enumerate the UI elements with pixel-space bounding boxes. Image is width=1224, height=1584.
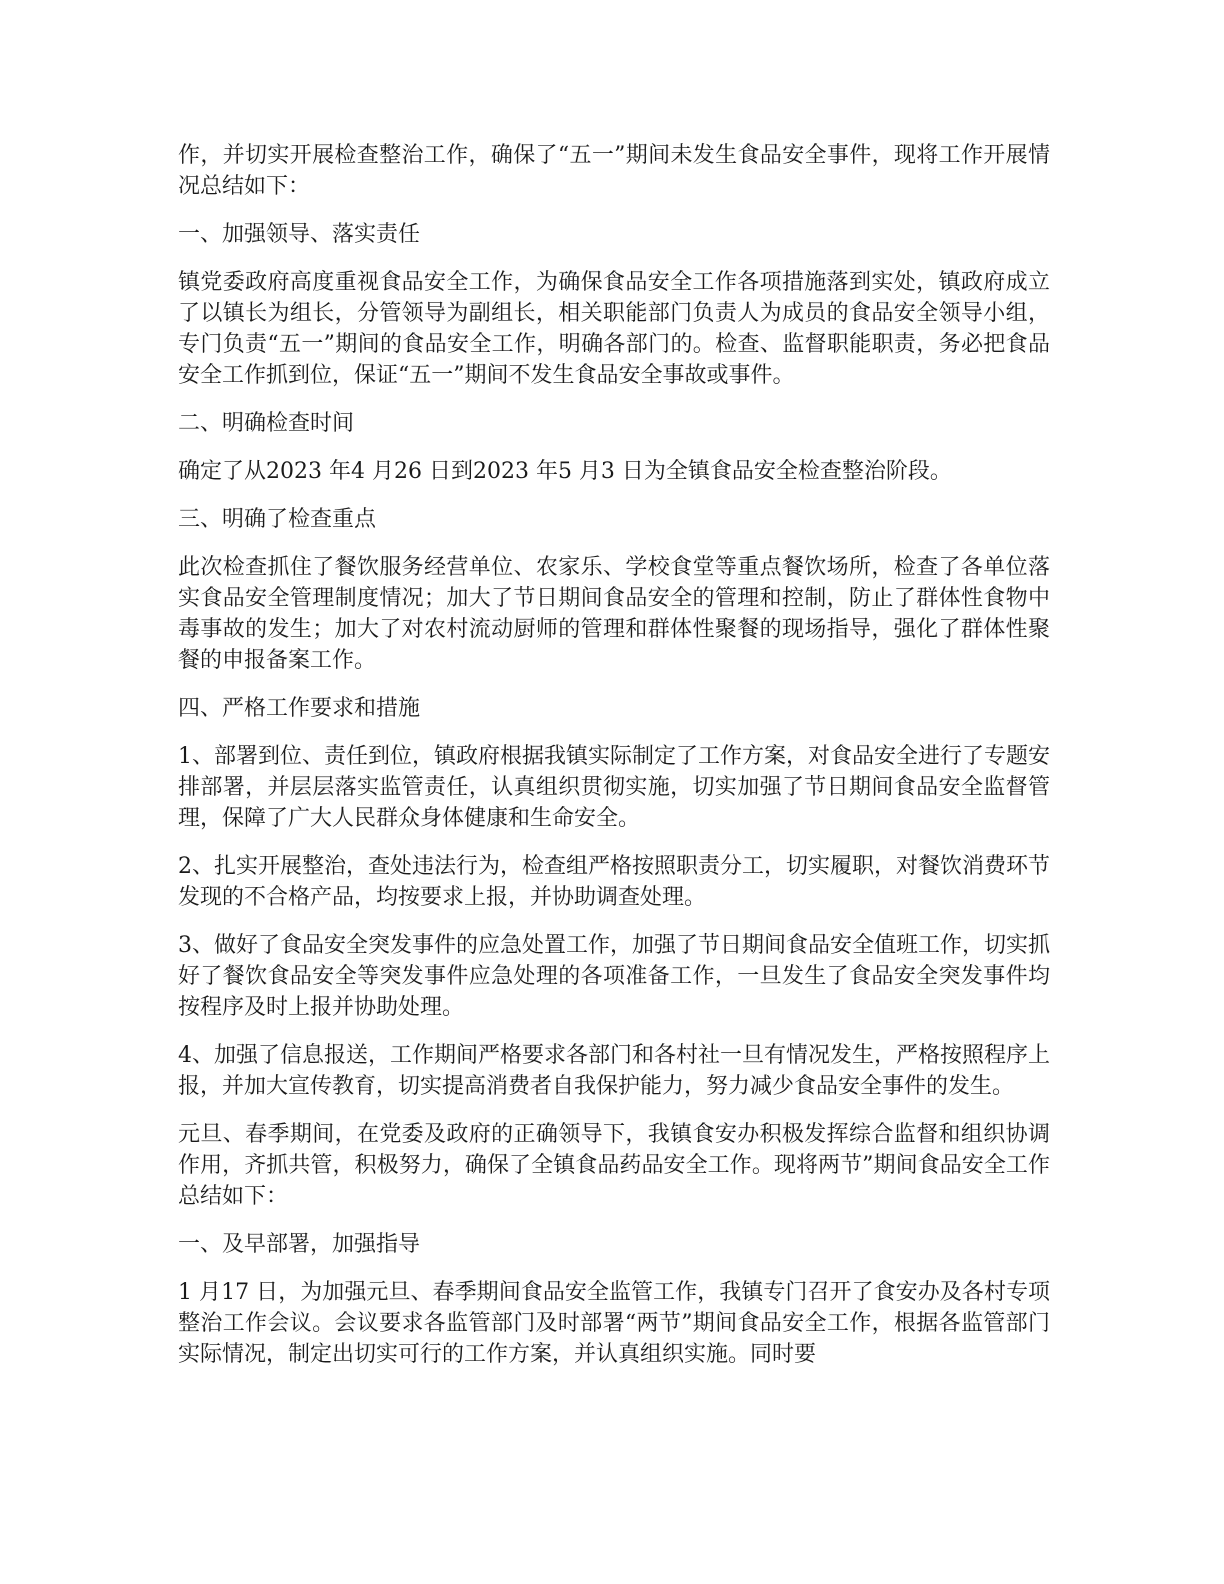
measure-item-2: 2、扎实开展整治，查处违法行为，检查组严格按照职责分工，切实履职，对餐饮消费环节发现的不合格产品，均按要求上报，并协助调查处理。 [178,854,1051,910]
intro-paragraph: 作，并切实开展检查整治工作，确保了“五一”期间未发生食品安全事件，现将工作开展情况总结如下： [178,143,1050,199]
measure-item-4: 4、加强了信息报送，工作期间严格要求各部门和各村社一旦有情况发生，严格按照程序上报，并加大宣传教育，切实提高消费者自我保护能力，努力减少食品安全事件的发生。 [178,1043,1051,1099]
inspection-time-paragraph: 确定了从2023 年4 月26 日到2023 年5 月3 日为全镇食品安全检查整治阶段。 [178,459,952,484]
measure-item-3: 3、做好了食品安全突发事件的应急处置工作，加强了节日期间食品安全值班工作，切实抓好了餐饮食品安全等突发事件应急处理的各项准备工作，一旦发生了食品安全突发事件均按程序及时上报并协助处理。 [178,933,1051,1020]
leadership-paragraph: 镇党委政府高度重视食品安全工作，为确保食品安全工作各项措施落到实处，镇政府成立了以镇长为组长，分管领导为副组长，相关职能部门负责人为成员的食品安全领导小组，专门负责“五一”期间的食品安全工作，明确各部门的。检查、监督职能职责，务必把食品安全工作抓到位，保证“五一”期间不发生食品安全事故或事件。 [178,270,1050,388]
section-heading-1: 一、加强领导、落实责任 [178,222,421,247]
section-heading-2: 二、明确检查时间 [178,411,355,436]
section-heading-3: 三、明确了检查重点 [178,507,377,532]
section-heading-4: 四、严格工作要求和措施 [178,696,421,721]
inspection-focus-paragraph: 此次检查抓住了餐饮服务经营单位、农家乐、学校食堂等重点餐饮场所，检查了各单位落实食品安全管理制度情况；加大了节日期间食品安全的管理和控制，防止了群体性食物中毒事故的发生；加大了对农村流动厨师的管理和群体性聚餐的现场指导，强化了群体性聚餐的申报备案工作。 [178,555,1050,673]
holiday-summary-paragraph: 元旦、春季期间，在党委及政府的正确领导下，我镇食安办积极发挥综合监督和组织协调作用，齐抓共管，积极努力，确保了全镇食品药品安全工作。现将两节”期间食品安全工作总结如下： [178,1122,1050,1209]
section-heading-5: 一、及早部署，加强指导 [178,1232,421,1257]
document-page [178,140,1050,1387]
meeting-paragraph: 1 月17 日，为加强元旦、春季期间食品安全监管工作，我镇专门召开了食安办及各村专项整治工作会议。会议要求各监管部门及时部署“两节”期间食品安全工作，根据各监管部门实际情况，制定出切实可行的工作方案，并认真组织实施。同时要 [178,1280,1050,1367]
measure-item-1: 1、部署到位、责任到位，镇政府根据我镇实际制定了工作方案，对食品安全进行了专题安排部署，并层层落实监管责任，认真组织贯彻实施，切实加强了节日期间食品安全监督管理，保障了广大人民群众身体健康和生命安全。 [178,744,1051,831]
